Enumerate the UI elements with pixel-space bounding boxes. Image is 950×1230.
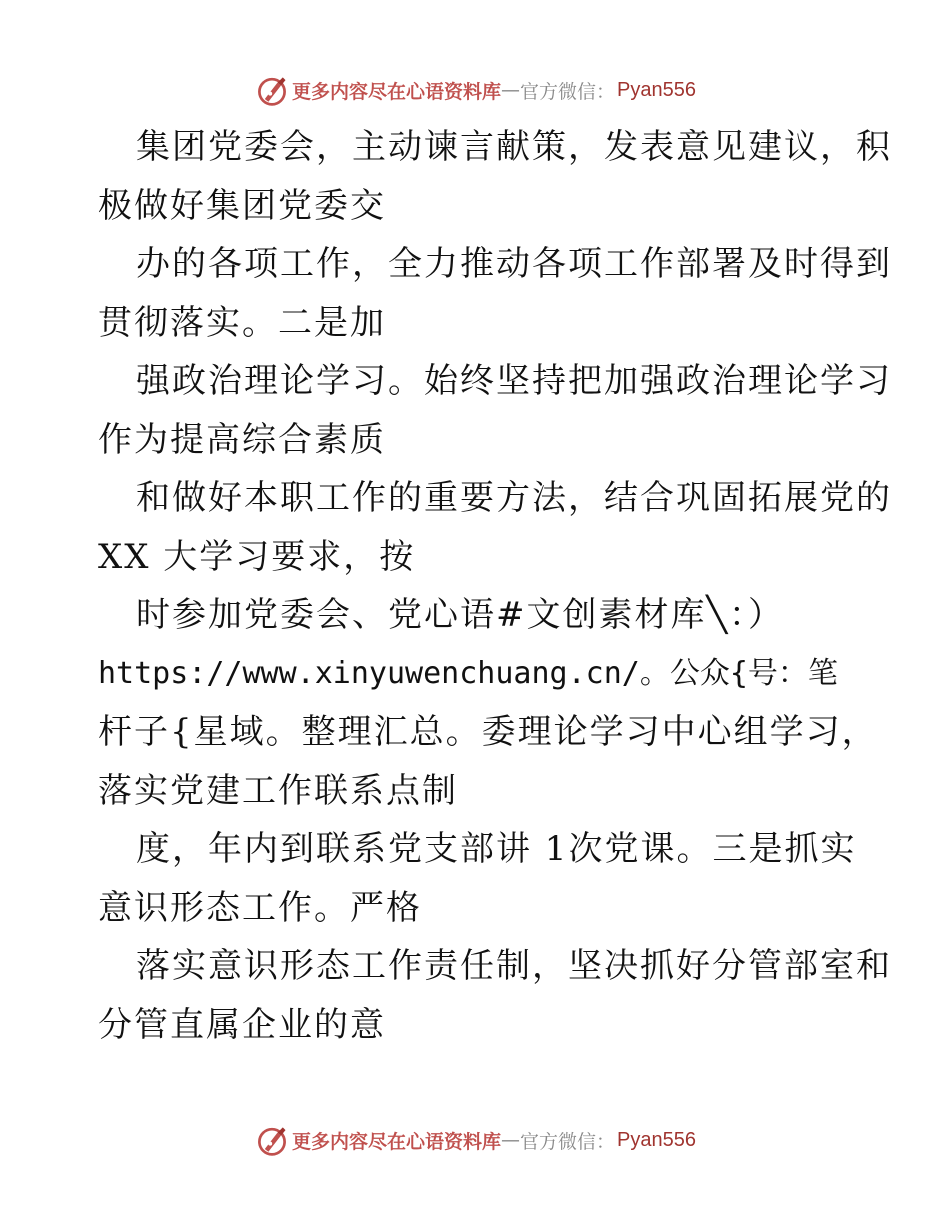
header-banner xyxy=(0,70,950,110)
banner-separator: — xyxy=(501,1129,521,1151)
banner-title: 更多内容尽在心语资料库 xyxy=(292,1130,502,1153)
text-line: 度，年内到联系党支部讲 1次党课。三是抓实 xyxy=(136,829,857,869)
banner-wechat-id: Pyan556 xyxy=(617,78,696,101)
banner-wechat-label: 官方微信： xyxy=(520,1130,616,1153)
document-body xyxy=(98,118,892,1054)
text-line: 集团党委会，主动谏言献策，发表意见建议，积 xyxy=(136,127,892,167)
text-line: 时参加党委会、党心语#文创素材库╲：） xyxy=(136,595,784,635)
text-line: 办的各项工作，全力推动各项工作部署及时得到 xyxy=(136,244,892,284)
text-line: 作为提高综合素质 xyxy=(98,419,386,460)
text-line: 强政治理论学习。始终坚持把加强政治理论学习 xyxy=(136,361,892,401)
text-line: 意识形态工作。严格 xyxy=(98,887,422,928)
footer-banner xyxy=(0,1120,950,1160)
pen-logo-icon xyxy=(254,1122,290,1158)
text-line-url: https://www.xinyuwenchuang.cn/。公众{号：笔 xyxy=(98,655,838,691)
banner-wechat-id: Pyan556 xyxy=(617,1128,696,1151)
text-line: XX 大学习要求，按 xyxy=(98,536,416,577)
text-line: 极做好集团党委交 xyxy=(98,185,386,226)
banner-separator: — xyxy=(501,79,521,101)
pen-logo-icon xyxy=(254,72,290,108)
banner-title: 更多内容尽在心语资料库 xyxy=(292,80,502,103)
text-line: 贯彻落实。二是加 xyxy=(98,302,386,343)
text-line: 落实党建工作联系点制 xyxy=(98,770,458,811)
text-line: 落实意识形态工作责任制，坚决抓好分管部室和 xyxy=(136,946,892,986)
banner-wechat-label: 官方微信： xyxy=(520,80,616,103)
text-line: 和做好本职工作的重要方法，结合巩固拓展党的 xyxy=(136,478,892,518)
text-line: 杆子{星域。整理汇总。委理论学习中心组学习， xyxy=(98,712,878,752)
text-line: 分管直属企业的意 xyxy=(98,1004,386,1045)
